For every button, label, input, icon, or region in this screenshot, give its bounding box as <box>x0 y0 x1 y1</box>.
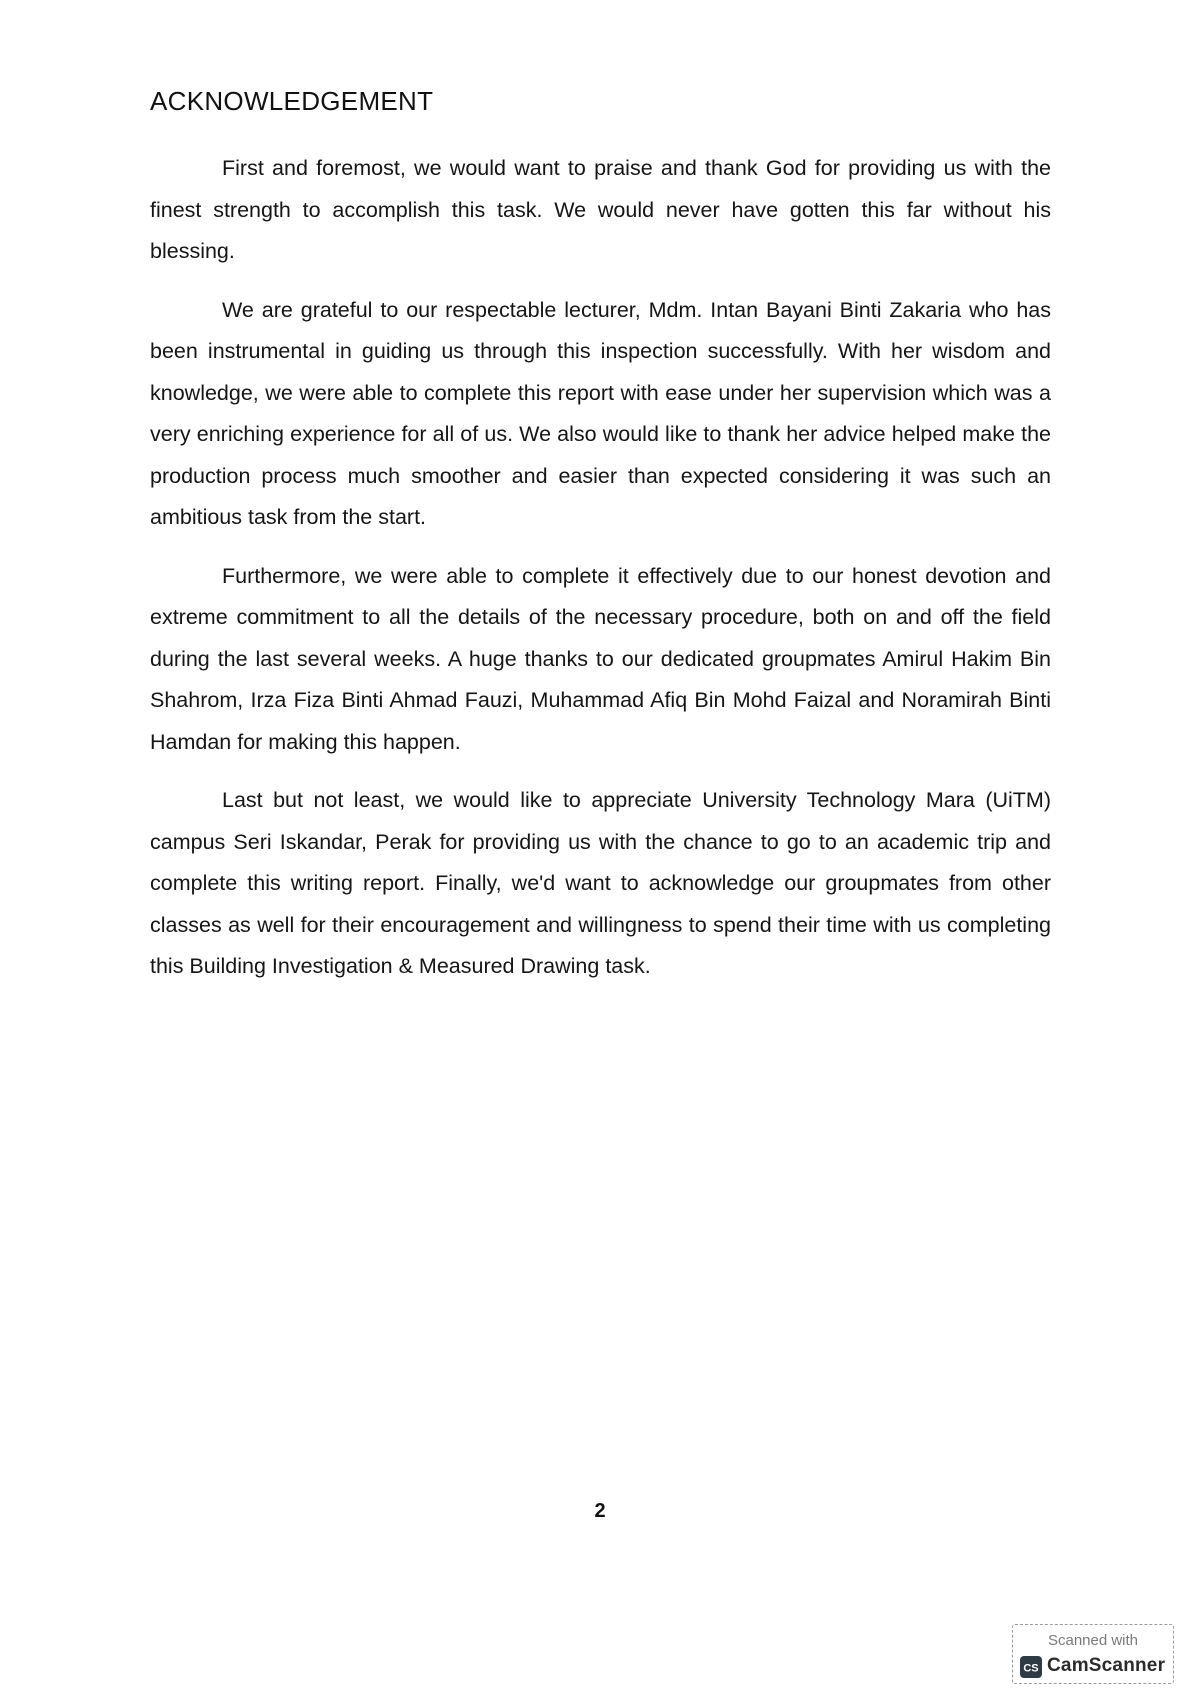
paragraph-1: First and foremost, we would want to praise and thank God for providing us with the finest strength to accomplish this task. We would never have gotten this far without his blessing. <box>150 156 1051 263</box>
camscanner-watermark <box>1012 1624 1174 1684</box>
paragraph-3: Furthermore, we were able to complete it effectively due to our honest devotion and extreme commitment to all the details of the necessary procedure, both on and off the field during the last several weeks. A huge thanks to our dedicated groupmates Amirul Hakim Bin Shahrom, Irza Fiza Binti Ahmad Fauzi, Muhammad Afiq Bin Mohd Faizal and Noramirah Binti Hamdan for making this happen. <box>150 563 1051 754</box>
paragraph-4: Last but not least, we would like to appreciate University Technology Mara (UiTM) campus Seri Iskandar, Perak for providing us with the chance to go to an academic trip and complete this writing report. Finally, we'd want to acknowledge our groupmates from other classes as well for their encouragement and willingness to spend their time with us completing this Building Investigation & Measured Drawing task. <box>150 788 1051 978</box>
svg-text:CS: CS <box>1023 1662 1039 1675</box>
paragraph-2: We are grateful to our respectable lecturer, Mdm. Intan Bayani Binti Zakaria who has been instrumental in guiding us through this inspection successfully. With her wisdom and knowledge, we were able to complete this report with ease under her supervision which was a very enriching experience for all of us. We also would like to thank her advice helped make the production process much smoother and easier than expected considering it was such an ambitious task from the start. <box>150 297 1051 529</box>
camscanner-logo-icon <box>1020 1656 1042 1678</box>
watermark-caption: Scanned with <box>1047 1632 1139 1649</box>
page-number: 2 <box>594 1500 606 1522</box>
acknowledgement-body <box>150 148 1051 1005</box>
page-heading: ACKNOWLEDGEMENT <box>150 86 434 116</box>
watermark-brand: CamScanner <box>1047 1655 1166 1676</box>
